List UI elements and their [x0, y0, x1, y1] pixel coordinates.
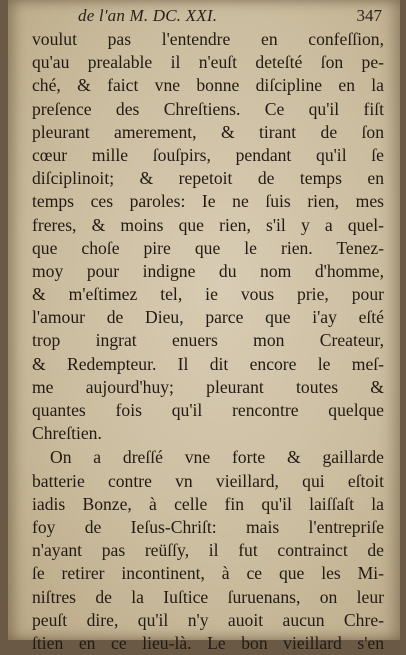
text-line: & m'eſtimez tel, ie vous prie, pour	[32, 284, 384, 305]
text-line: quantes fois qu'il rencontre quelque	[32, 400, 384, 420]
text-line: qu'au prealable il n'euſt deteſté ſon pe-	[32, 52, 384, 73]
text-line: batterie contre vn vieillard, qui eſtoit	[32, 470, 384, 491]
text-line: & Redempteur. Il dit encore le meſ-	[32, 353, 384, 374]
text-line: me aujourd'huy; pleurant toutes &	[32, 376, 384, 397]
text-line: temps ces paroles: Ie ne ſuis rien, mes	[32, 191, 384, 212]
text-line: ſe retirer incontinent, à ce que les Mi-	[32, 563, 384, 584]
page-header	[78, 6, 382, 28]
book-page	[8, 0, 400, 653]
text-line: voulut pas l'entendre en confeſſion,	[32, 29, 384, 49]
text-line: l'amour de Dieu, parce que i'ay eſté	[32, 307, 384, 328]
paragraph-1	[32, 28, 384, 445]
text-line: moy pour indigne du nom d'homme,	[32, 260, 384, 281]
text-line: On a dreſſé vne forte & gaillarde	[50, 447, 384, 468]
text-line: preſence des Chreſtiens. Ce qu'il fiſt	[32, 98, 384, 119]
text-line: cœur mille ſouſpirs, pendant qu'il ſe	[32, 144, 384, 165]
text-line: diſciplinoit; & repetoit de temps en	[32, 168, 384, 189]
page-number: 347	[356, 6, 382, 25]
text-line: pleurant amerement, & tirant de ſon	[32, 121, 384, 142]
running-title: de l'an M. DC. XXI.	[78, 6, 218, 25]
text-line: iadis Bonze, à celle fin qu'il laiſſaſt la	[32, 493, 384, 514]
text-line: freres, & moins que rien, s'il y a quel-	[32, 214, 384, 235]
text-line: n'ayant pas reüſſy, il fut contrainct de	[32, 540, 384, 561]
text-line: que choſe pire que le rien. Tenez-	[32, 237, 384, 258]
paragraph-2	[32, 446, 384, 655]
text-line: niſtres de la Iuſtice ſuruenans, on leur	[32, 586, 384, 607]
text-line: peuſt dire, qu'il n'y auoit aucun Chre-	[32, 609, 384, 630]
text-line: Chreſtien.	[32, 423, 102, 444]
text-line: ché, & faict vne bonne diſcipline en la	[32, 75, 384, 96]
text-line: trop ingrat enuers mon Createur,	[32, 330, 384, 351]
text-line: foy de Ieſus-Chriſt: mais l'entrepriſe	[32, 516, 384, 537]
text-line: ſtien en ce lieu-là. Le bon vieillard s'en	[32, 632, 384, 653]
body-text	[32, 28, 384, 655]
